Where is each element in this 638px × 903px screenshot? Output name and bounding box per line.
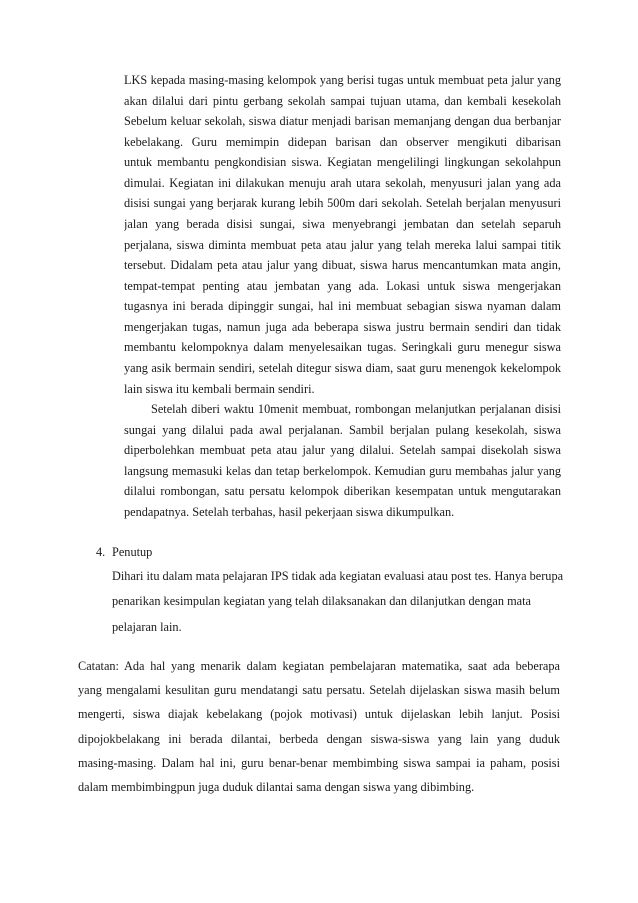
text-line: dilalui rombongan, satu persatu kelompok diberikan kesempatan untuk mengutarakan: [124, 484, 561, 499]
text-line: akan dilalui dari pintu gerbang sekolah sampai tujuan utama, dan kembali kesekolah: [124, 93, 561, 108]
text-line: perjalana, siswa diminta membuat peta atau jalur yang telah mereka lalui sampai titik: [124, 237, 561, 252]
section-number: 4.: [96, 545, 106, 559]
text-line: yang mengalami kesulitan guru mendatangi satu persatu. Setelah dijelaskan siswa masih belum: [78, 683, 560, 698]
text-line: tempat-tempat penting atau jembatan yang ada. Lokasi untuk siswa mengerjakan: [124, 278, 561, 293]
text-line: LKS kepada masing-masing kelompok yang berisi tugas untuk membuat peta jalur yang: [124, 73, 561, 87]
section-title: Penutup: [112, 545, 153, 559]
text-line: tugasnya ini berada dipinggir sungai, hal ini membuat sebagian siswa nyaman dalam: [124, 299, 561, 314]
text-line: langsung memasuki kelas dan tetap berkelompok. Kemudian guru membahas jalur yang: [124, 463, 561, 478]
text-line: sungai yang dilalui pada awal perjalanan. Sambil berjalan pulang kesekolah, siswa: [124, 422, 561, 437]
text-line: penarikan kesimpulan kegiatan yang telah dilaksanakan dan dilanjutkan dengan mata: [112, 594, 531, 609]
text-line: pelajaran lain.: [112, 619, 182, 634]
text-line: dipojokbelakang ini berada dilantai, berbeda dengan siswa-siswa yang lain yang duduk: [78, 731, 560, 746]
text-line: membantu kelompoknya dalam menyelesaikan tugas. Seringkali guru menegur siswa: [124, 340, 561, 355]
text-line: jalan yang berada disisi sungai, siwa menyebrangi jembatan dan setelah separuh: [124, 217, 561, 231]
text-line: yang asik bermain sendiri, setelah ditegur siswa diam, saat guru menengok kekelompok: [124, 361, 561, 375]
text-line: kebelakang. Guru memimpin didepan barisan dan observer mengikuti dibarisan: [124, 134, 561, 149]
text-line: tersebut. Didalam peta atau jalur yang dibuat, siswa harus mencantumkan mata angin,: [124, 258, 561, 273]
text-line: masing-masing. Dalam hal ini, guru benar-benar membimbing siswa sampai ia paham, posisi: [78, 755, 560, 770]
text-line: lain siswa itu kembali bermain sendiri.: [124, 381, 315, 396]
text-line: diperbolehkan membuat peta atau jalur yang dilalui. Setelah sampai disekolah siswa: [124, 443, 561, 458]
text-line: dalam membimbingpun juga duduk dilantai sama dengan siswa yang dibimbing.: [78, 780, 475, 794]
text-line: disisi sungai yang berjarak kurang lebih 500m dari sekolah. Setelah berjalan menyusuri: [124, 196, 561, 211]
text-line: Sebelum keluar sekolah, siswa diatur menjadi barisan memanjang dengan dua berbanjar: [124, 114, 561, 129]
text-line: pendapatnya. Setelah terbahas, hasil pekerjaan siswa dikumpulkan.: [124, 505, 455, 519]
text-line: Catatan: Ada hal yang menarik dalam kegiatan pembelajaran matematika, saat ada beberapa: [78, 659, 560, 673]
text-line: dimulai. Kegiatan ini dilakukan menuju arah utara sekolah, menyusuri jalan yang ada: [124, 175, 561, 190]
text-line: mengerti, siswa diajak kebelakang (pojok motivasi) untuk dijelaskan lebih lanjut. Posisi: [78, 707, 560, 722]
text-line: mengerjakan tugas, namun juga ada beberapa siswa justru bermain sendiri dan tidak: [124, 319, 561, 334]
text-line: Setelah diberi waktu 10menit membuat, rombongan melanjutkan perjalanan disisi: [151, 402, 561, 417]
text-line: untuk membantu pengkondisian siswa. Kegiatan mengelilingi lingkungan sekolahpun: [124, 155, 561, 170]
text-line: Dihari itu dalam mata pelajaran IPS tidak ada kegiatan evaluasi atau post tes. Hanya berupa: [112, 569, 564, 583]
